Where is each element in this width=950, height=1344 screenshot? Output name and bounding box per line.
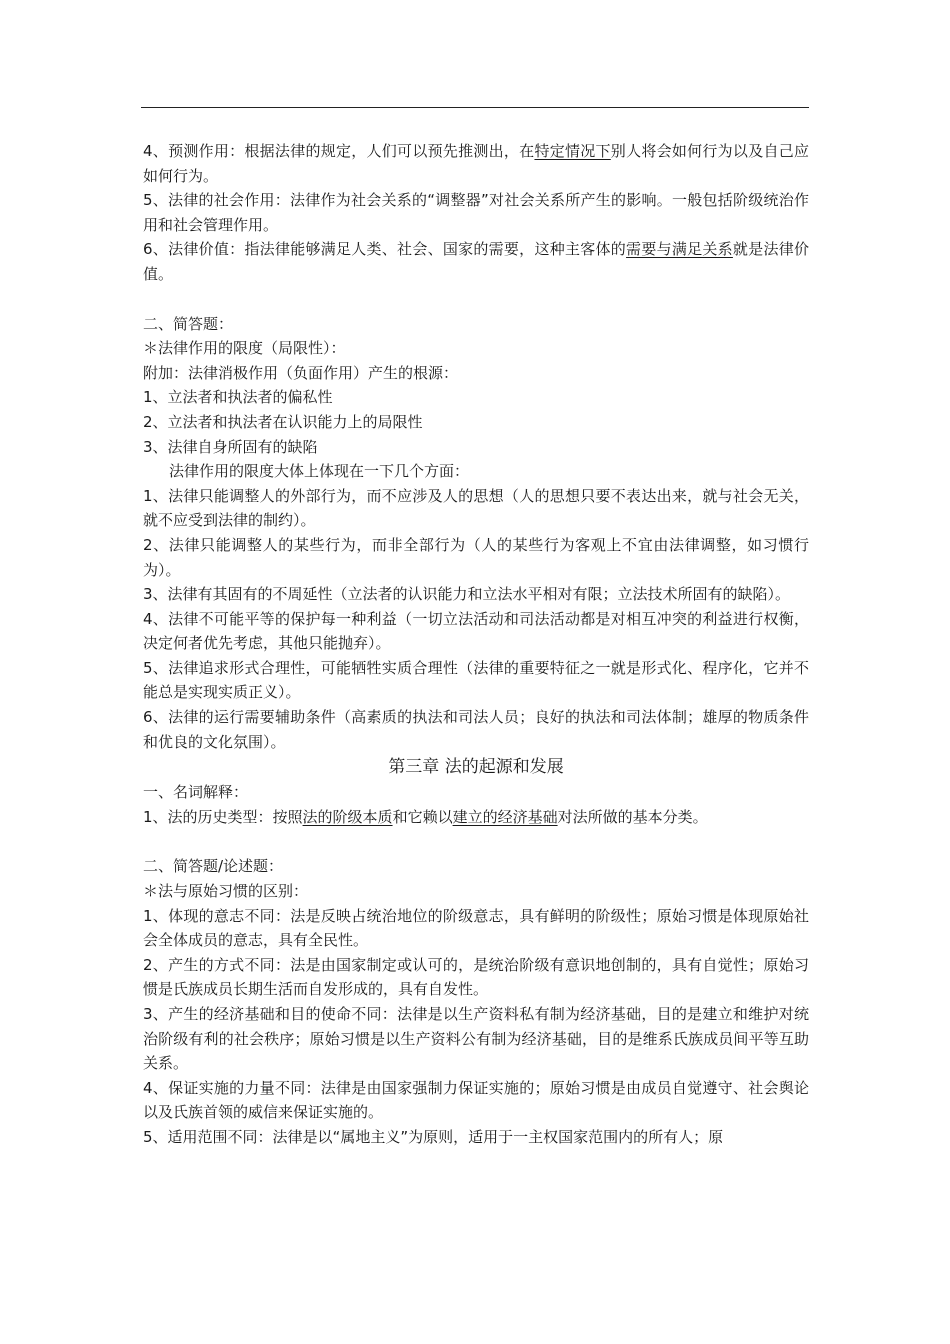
header-rule [141, 107, 809, 108]
question-heading: ＊法律作用的限度（局限性）： [143, 339, 346, 358]
page-content [143, 139, 809, 1150]
underlined-term: 需要与满足关系 [626, 240, 733, 259]
underlined-term: 特定情况下 [534, 142, 611, 160]
list-item: 6、法律的运行需要辅助条件（高素质的执法和司法人员；良好的执法和司法体制；雄厚的物质条件和优良的文化氛围）。 [143, 708, 809, 751]
list-item: 2、产生的方式不同：法是由国家制定或认可的，是统治阶级有意识地创制的，具有自觉性；原始习惯是氏族成员长期生活而自发形成的，具有自发性。 [143, 955, 809, 999]
list-item: 3、产生的经济基础和目的使命不同：法律是以生产资料私有制为经济基础，目的是建立和维护对统治阶级有利的社会秩序；原始习惯是以生产资料公有制为经济基础，目的是维系氏族成员间平等互助关系。 [143, 1005, 809, 1073]
question-heading: ＊法与原始习惯的区别： [143, 882, 309, 901]
list-item: 4、保证实施的力量不同：法律是由国家强制力保证实施的；原始习惯是由成员自觉遵守、社会舆论以及氏族首领的威信来保证实施的。 [143, 1078, 809, 1122]
underlined-term: 建立的经济基础 [452, 807, 558, 826]
definition-6: 6、法律价值：指法律能够满足人类、社会、国家的需要，这种主客体的需要与满足关系就是法律价值。 [143, 240, 809, 283]
section-heading: 一、名词解释： [143, 783, 249, 802]
chapter-title: 第三章 法的起源和发展 [388, 757, 564, 778]
list-item: 4、法律不可能平等的保护每一种利益（一切立法活动和司法活动都是对相互冲突的利益进行权衡，决定何者优先考虑，其他只能抛弃）。 [143, 609, 809, 653]
section-heading: 二、简答题： [143, 314, 234, 333]
addendum-heading: 附加：法律消极作用（负面作用）产生的根源： [143, 363, 459, 382]
list-item: 3、法律自身所固有的缺陷 [143, 437, 318, 456]
intro-text: 法律作用的限度大体上体现在一下几个方面： [169, 462, 470, 481]
list-item: 1、体现的意志不同：法是反映占统治地位的阶级意志，具有鲜明的阶级性；原始习惯是体现原始社会全体成员的意志，具有全民性。 [143, 906, 809, 950]
list-item: 1、法律只能调整人的外部行为，而不应涉及人的思想（人的思想只要不表达出来，就与社会无关，就不应受到法律的制约）。 [143, 486, 809, 530]
list-item: 5、适用范围不同：法律是以“属地主义”为原则，适用于一主权国家范围内的所有人；原 [143, 1127, 724, 1146]
list-item: 2、法律只能调整人的某些行为，而非全部行为（人的某些行为客观上不宜由法律调整，如习惯行为）。 [143, 535, 809, 579]
list-item: 1、立法者和执法者的偏私性 [143, 388, 333, 407]
section-heading: 二、简答题/论述题： [143, 857, 284, 876]
definition-5: 5、法律的社会作用：法律作为社会关系的“调整器”对社会关系所产生的影响。一般包括阶级统治作用和社会管理作用。 [143, 191, 809, 234]
underlined-term: 法的阶级本质 [302, 807, 393, 826]
list-item: 5、法律追求形式合理性，可能牺牲实质合理性（法律的重要特征之一就是形式化、程序化，它并不能总是实现实质正义）。 [143, 658, 809, 702]
definition-1: 1、法的历史类型：按照法的阶级本质和它赖以建立的经济基础对法所做的基本分类。 [143, 807, 708, 826]
definition-4: 4、预测作用：根据法律的规定，人们可以预先推测出，在特定情况下别人将会如何行为以及自己应如何行为。 [143, 142, 809, 185]
list-item: 3、法律有其固有的不周延性（立法者的认识能力和立法水平相对有限；立法技术所固有的缺陷）。 [143, 585, 791, 604]
list-item: 2、立法者和执法者在认识能力上的局限性 [143, 412, 423, 431]
